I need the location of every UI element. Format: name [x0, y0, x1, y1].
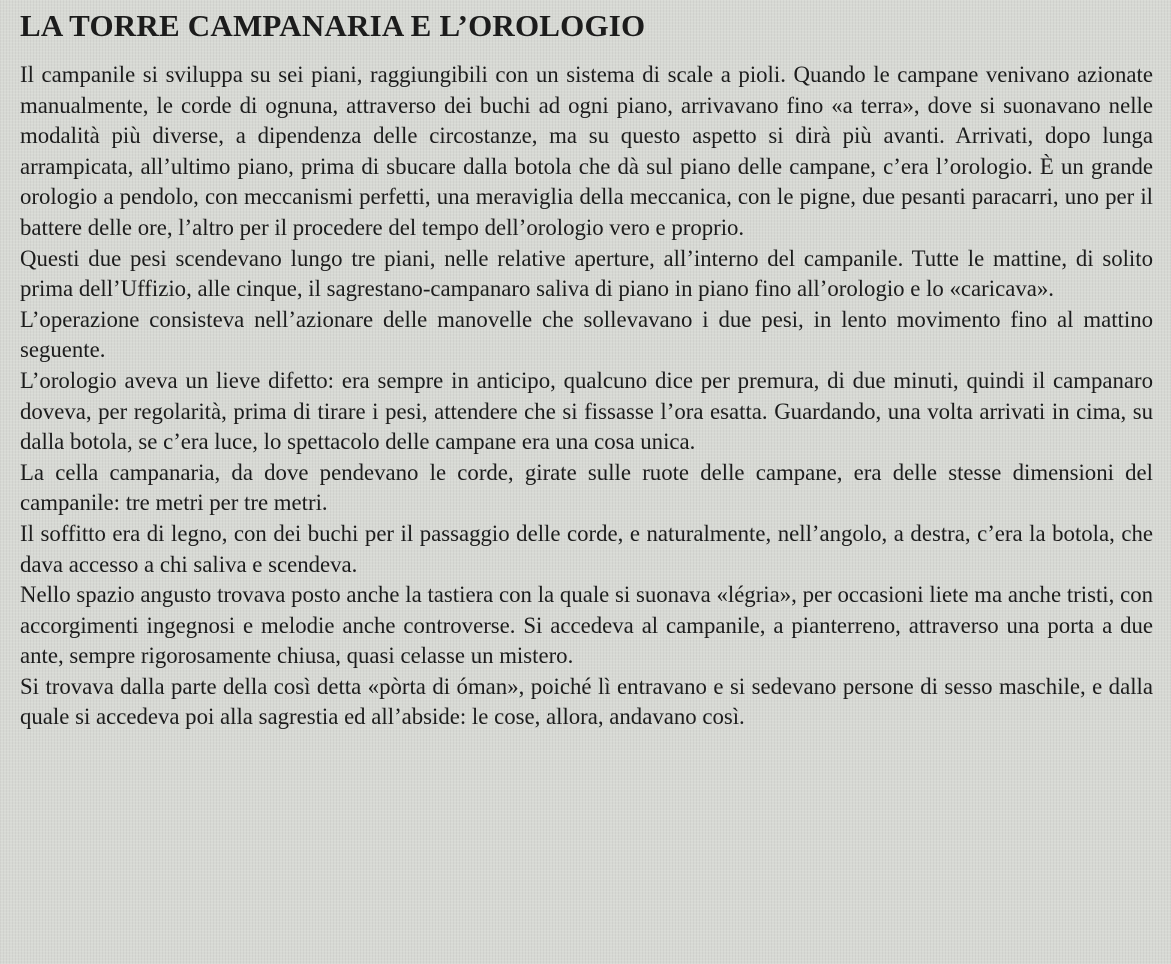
document-title: LA TORRE CAMPANARIA E L’OROLOGIO — [20, 8, 646, 43]
paragraph: La cella campanaria, da dove pendevano le corde, girate sulle ruote delle campane, era delle stesse dimensioni del campanile: tre metri per tre metri. — [20, 459, 1153, 516]
paragraph: Si trovava dalla parte della così detta «pòrta di óman», poiché lì entravano e si sedevano persone di sesso maschile, e dalla quale si accedeva poi alla sagrestia ed all’abside: le cose, allora, andavano così. — [20, 673, 1153, 730]
paragraph: Il campanile si sviluppa su sei piani, raggiungibili con un sistema di scale a pioli. Quando le campane venivano azionate manualmente, le corde di ognuna, attraverso dei buchi ad ogni piano, arrivavano fino «a terra», dove si suonavano nelle modalità più diverse, a dipendenza delle circostanze, ma su questo aspetto si dirà più avanti. Arrivati, dopo lunga arrampicata, all’ultimo piano, prima di sbucare dalla botola che dà sul piano delle campane, c’era l’orologio. È un grande orologio a pendolo, con meccanismi perfetti, una meraviglia della meccanica, con le pigne, due pesanti paracarri, uno per il battere delle ore, l’altro per il procedere del tempo dell’orologio vero e proprio. — [20, 62, 1153, 240]
paragraph: L’operazione consisteva nell’azionare delle manovelle che sollevavano i due pesi, in lento movimento fino al mattino seguente. — [20, 306, 1153, 363]
document-body — [20, 60, 1153, 733]
paragraph: Questi due pesi scendevano lungo tre piani, nelle relative aperture, all’interno del campanile. Tutte le mattine, di solito prima dell’Uffizio, alle cinque, il sagrestano-campanaro saliva di piano in piano fino all’orologio e lo «caricava». — [20, 245, 1153, 302]
paragraph: Nello spazio angusto trovava posto anche la tastiera con la quale si suonava «légria», per occasioni liete ma anche tristi, con accorgimenti ingegnosi e melodie anche controverse. Si accedeva al campanile, a pianterreno, attraverso una porta a due ante, sempre rigorosamente chiusa, quasi celasse un mistero. — [20, 582, 1153, 669]
paragraph: Il soffitto era di legno, con dei buchi per il passaggio delle corde, e naturalmente, nell’angolo, a destra, c’era la botola, che dava accesso a chi saliva e scendeva. — [20, 520, 1153, 577]
paragraph: L’orologio aveva un lieve difetto: era sempre in anticipo, qualcuno dice per premura, di due minuti, quindi il campanaro doveva, per regolarità, prima di tirare i pesi, attendere che si fissasse l’ora esatta. Guardando, una volta arrivati in cima, su dalla botola, se c’era luce, lo spettacolo delle campane era una cosa unica. — [20, 367, 1153, 455]
